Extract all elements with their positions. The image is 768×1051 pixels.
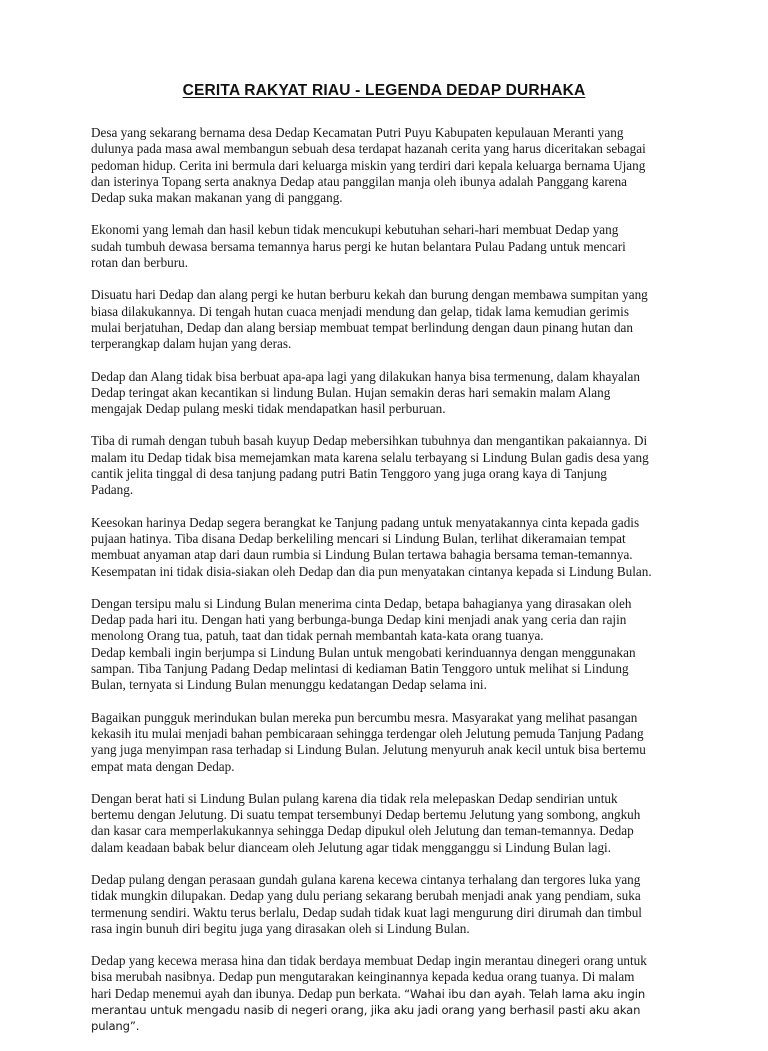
paragraph: Dedap pulang dengan perasaan gundah gulana karena kecewa cintanya terhalang dan tergores luka yang tidak mungkin dilupakan. Dedap yang dulu periang sekarang berubah menjadi anak yang pendiam, suka termenung sendiri. Waktu terus berlalu, Dedap sudah tidak kuat lagi mengurung diri dirumah dan timbul rasa ingin bunuh diri begitu juga yang dirasakan oleh si Lindung Bulan. [91, 871, 642, 936]
paragraph-last [91, 953, 687, 1034]
paragraph: Keesokan harinya Dedap segera berangkat ke Tanjung padang untuk menyatakannya cinta kepada gadis pujaan hatinya. Tiba disana Dedap berkeliling mencari si Lindung Bulan, terlihat dikeramaian tempat membuat anyaman atap dari daun rumbia si Lindung Bulan tertawa bahagia bersama teman-temannya. Kesempatan ini tidak disia-siakan oleh Dedap dan dia pun menyatakan cintanya kepada si Lindung Bulan. [91, 514, 652, 579]
paragraph: Bagaikan pungguk merindukan bulan mereka pun bercumbu mesra. Masyarakat yang melihat pasangan kekasih itu mulai menjadi bahan pembicaraan sehingga terdengar oleh Jelutung pemuda Tanjung Padang yang juga menyimpan rasa terhadap si Lindung Bulan. Jelutung menyuruh anak kecil untuk bisa bertemu empat mata dengan Dedap. [91, 709, 646, 774]
paragraph: Tiba di rumah dengan tubuh basah kuyup Dedap mebersihkan tubuhnya dan mengantikan pakaiannya. Di malam itu Dedap tidak bisa memejamkan mata karena selalu terbayang si Lindung Bulan gadis desa yang cantik jelita tinggal di desa tanjung padang putri Batin Tenggoro yang juga orang kaya di Tanjung Padang. [91, 433, 649, 498]
document-title: CERITA RAKYAT RIAU - LEGENDA DEDAP DURHAKA [182, 82, 586, 99]
paragraph: Dengan tersipu malu si Lindung Bulan menerima cinta Dedap, betapa bahagianya yang dirasakan oleh Dedap pada hari itu. Dengan hati yang berbunga-bunga Dedap kini menjadi anak yang ceria dan rajin menolong Orang tua, patuh, taat dan tidak pernah membantah kata-kata orang tuanya. Dedap kembali ingin berjumpa si Lindung Bulan untuk mengobati kerinduannya dengan menggunakan sampan. Tiba Tanjung Padang Dedap melintasi di kediaman Batin Tenggoro untuk melihat si Lindung Bulan, ternyata si Lindung Bulan menunggu kedatangan Dedap selama ini. [91, 595, 636, 693]
paragraph: Dengan berat hati si Lindung Bulan pulang karena dia tidak rela melepaskan Dedap sendirian untuk bertemu dengan Jelutung. Di suatu tempat tersembunyi Dedap bertemu Jelutung yang sombong, angkuh dan kasar cara memperlakukannya sehingga Dedap dipukul oleh Jelutung dan teman-temannya. Dedap dalam keadaan babak belur dianceam oleh Jelutung agar tidak mengganggu si Lindung Bulan lagi. [91, 790, 641, 855]
paragraph: Desa yang sekarang bernama desa Dedap Kecamatan Putri Puyu Kabupaten kepulauan Meranti yang dulunya pada masa awal membangun sebuah desa terdapat hazanah cerita yang harus diceritakan sebagai pedoman hidup. Cerita ini bermula dari keluarga miskin yang terdiri dari kepala keluarga bernama Ujang dan isterinya Topang serta anaknya Dedap atau panggilan manja oleh ibunya adalah Panggang karena Dedap suka makan makanan yang di panggang. [91, 125, 646, 206]
paragraph: Dedap dan Alang tidak bisa berbuat apa-apa lagi yang dilakukan hanya bisa termenung, dalam khayalan Dedap teringat akan kecantikan si lindung Bulan. Hujan semakin deras hari semakin malam Alang mengajak Dedap pulang meski tidak mendapatkan hasil perburuan. [91, 368, 640, 417]
paragraph: Ekonomi yang lemah dan hasil kebun tidak mencukupi kebutuhan sehari-hari membuat Dedap yang sudah tumbuh dewasa bersama temannya harus pergi ke hutan belantara Pulau Padang untuk mencari rotan dan berburu. [91, 222, 626, 271]
quote-line-1: “Wahai ibu dan ayah. Telah lama aku ingin [404, 986, 646, 1001]
quote-line-2: merantau untuk mengadu nasib di negeri orang, jika aku jadi orang yang berhasil pasti aku akan pulang”. [91, 1003, 641, 1034]
paragraph: Disuatu hari Dedap dan alang pergi ke hutan berburu kekah dan burung dengan membawa sumpitan yang biasa dilakukannya. Di tengah hutan cuaca menjadi mendung dan gelap, tidak lama kemudian gerimis mulai berjatuhan, Dedap dan alang bersiap membuat tempat berlindung dengan daun pinang hutan dan terperangkap dalam hujan yang deras. [91, 287, 648, 352]
paragraph-last-text: Dedap yang kecewa merasa hina dan tidak berdaya membuat Dedap ingin merantau dinegeri orang untuk bisa merubah nasibnya. Dedap pun mengutarakan keinginannya kepada kedua orang tuanya. Di malam hari Dedap menemui ayah dan ibunya. Dedap pun berkata. [91, 953, 647, 1001]
document-body [91, 125, 687, 1051]
